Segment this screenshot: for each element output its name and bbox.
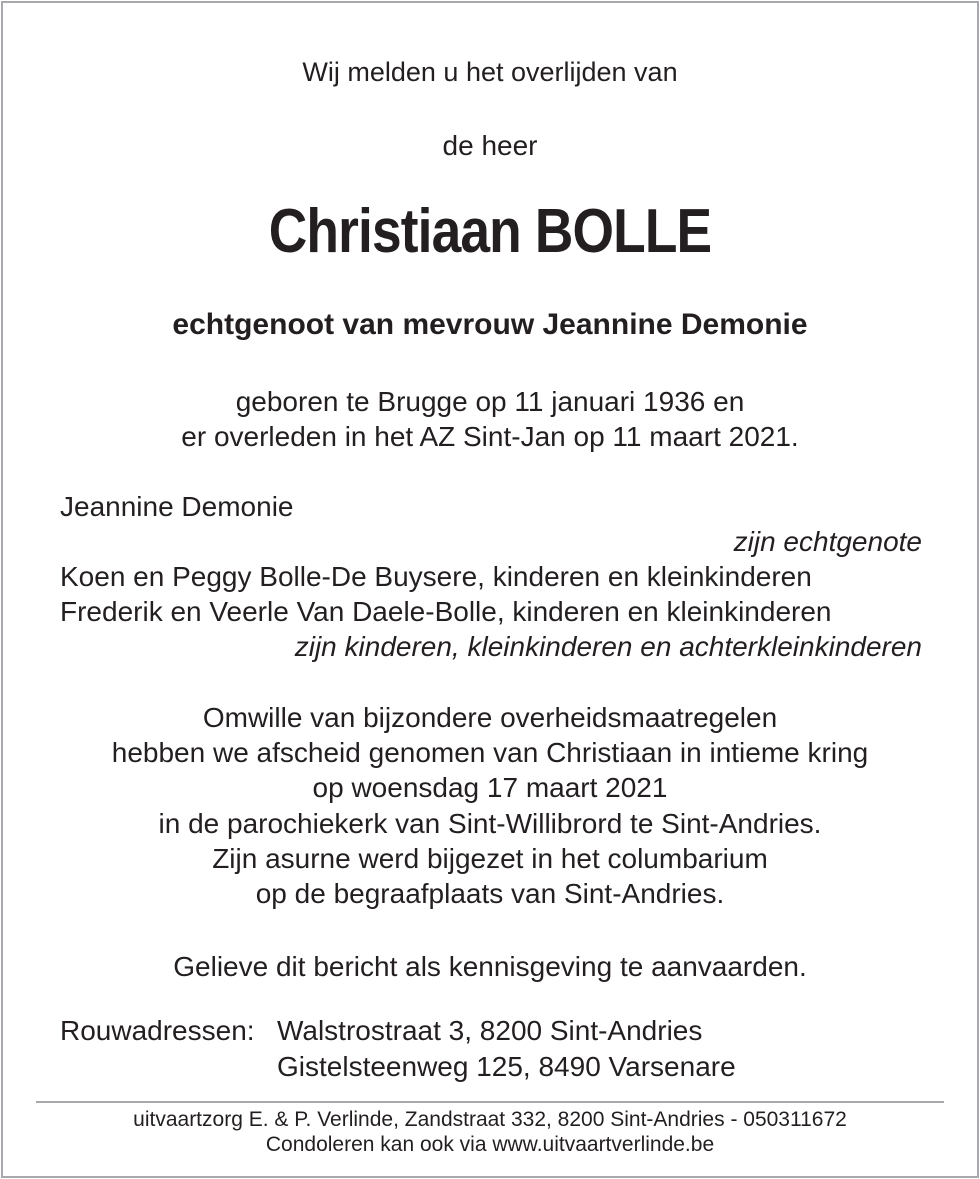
mourner-children-line: Frederik en Veerle Van Daele-Bolle, kinderen en kleinkinderen — [60, 596, 832, 627]
notice-line: Gelieve dit bericht als kennisgeving te aanvaarden. — [173, 951, 807, 982]
mourner-spouse-role: zijn echtgenote — [733, 526, 922, 557]
addresses-label: Rouwadressen: — [60, 1015, 255, 1046]
condolence-line: Condoleren kan ook via www.uitvaartverlinde.be — [265, 1133, 715, 1156]
mourner-children-line: Koen en Peggy Bolle-De Buysere, kinderen en kleinkinderen — [60, 561, 812, 592]
ceremony-line: op de begraafplaats van Sint-Andries. — [255, 878, 725, 909]
title-prefix: de heer — [442, 130, 538, 161]
ceremony-line: Omwille van bijzondere overheidsmaatregelen — [202, 702, 778, 733]
address-line: Walstrostraat 3, 8200 Sint-Andries — [277, 1015, 703, 1046]
funeral-home-line: uitvaartzorg E. & P. Verlinde, Zandstraat 332, 8200 Sint-Andries - 050311672 — [133, 1108, 847, 1131]
ceremony-line: op woensdag 17 maart 2021 — [312, 772, 668, 803]
intro-text: Wij melden u het overlijden van — [302, 57, 678, 87]
ceremony-line: hebben we afscheid genomen van Christiaan in intieme kring — [111, 737, 869, 768]
spouse-line: echtgenoot van mevrouw Jeannine Demonie — [172, 308, 808, 341]
mourner-children-role: zijn kinderen, kleinkinderen en achterkleinkinderen — [294, 631, 922, 662]
mourner-spouse-name: Jeannine Demonie — [60, 491, 294, 522]
address-line: Gistelsteenweg 125, 8490 Varsenare — [277, 1051, 736, 1082]
deceased-name: Christiaan BOLLE — [268, 197, 712, 266]
ceremony-line: Zijn asurne werd bijgezet in het columbarium — [212, 843, 768, 874]
footer-divider — [36, 1101, 944, 1103]
birth-line: geboren te Brugge op 11 januari 1936 en — [235, 386, 745, 417]
ceremony-line: in de parochiekerk van Sint-Willibrord te Sint-Andries. — [158, 808, 822, 839]
death-line: er overleden in het AZ Sint-Jan op 11 maart 2021. — [181, 421, 799, 452]
